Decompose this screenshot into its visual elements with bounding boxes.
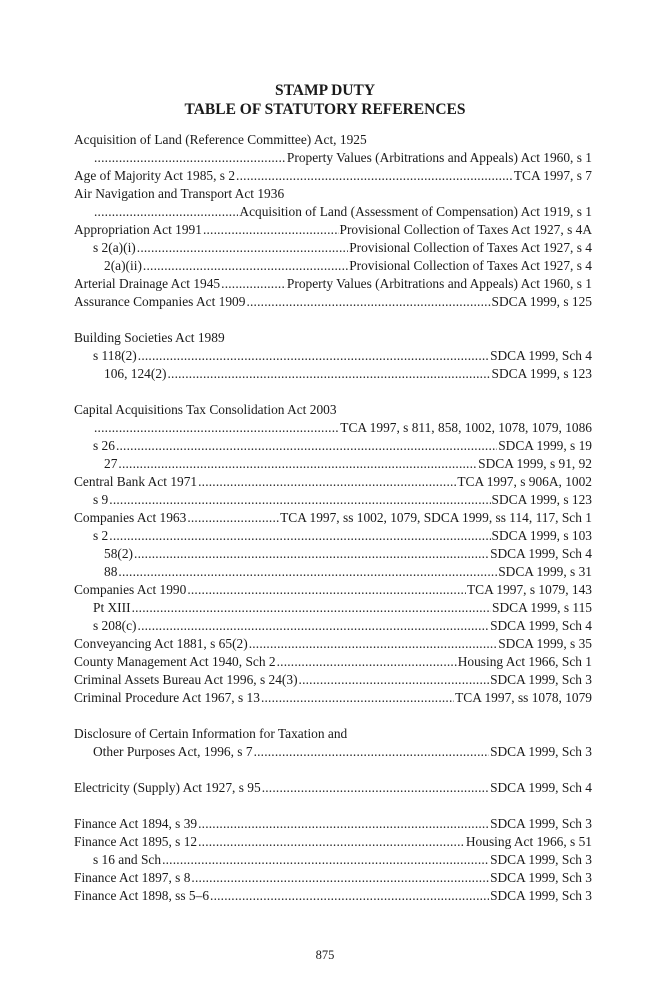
reference-entry bbox=[74, 455, 592, 473]
reference-entry bbox=[74, 815, 592, 833]
entry-reference: SDCA 1999, Sch 4 bbox=[490, 618, 592, 633]
entry-reference: SDCA 1999, s 19 bbox=[498, 438, 592, 453]
entry-statute: 2(a)(ii) bbox=[104, 258, 142, 273]
entry-reference: SDCA 1999, Sch 4 bbox=[490, 348, 592, 363]
entry-statute: s 118(2) bbox=[93, 348, 137, 363]
dot-leader bbox=[299, 671, 490, 689]
entry-reference: SDCA 1999, Sch 3 bbox=[490, 870, 592, 885]
reference-entry bbox=[74, 509, 592, 527]
section-gap bbox=[74, 707, 592, 725]
reference-entry bbox=[74, 563, 592, 581]
entry-statute: Building Societies Act 1989 bbox=[74, 330, 225, 345]
page-number: 875 bbox=[315, 948, 335, 962]
dot-leader bbox=[138, 347, 489, 365]
entry-statute: Disclosure of Certain Information for Taxation and bbox=[74, 726, 348, 741]
entry-statute: Finance Act 1897, s 8 bbox=[74, 870, 191, 885]
entry-reference: Provisional Collection of Taxes Act 1927, s 4 bbox=[349, 240, 592, 255]
dot-leader bbox=[116, 437, 497, 455]
entry-statute: Companies Act 1963 bbox=[74, 510, 187, 525]
dot-leader bbox=[203, 221, 339, 239]
page-subtitle: TABLE OF STATUTORY REFERENCES bbox=[184, 101, 466, 118]
entry-reference: Housing Act 1966, Sch 1 bbox=[457, 654, 592, 669]
section-gap bbox=[74, 797, 592, 815]
reference-entry bbox=[74, 491, 592, 509]
reference-entry bbox=[74, 167, 592, 185]
entry-statute: 106, 124(2) bbox=[104, 366, 167, 381]
entry-reference: SDCA 1999, s 115 bbox=[492, 600, 592, 615]
entry-statute: Finance Act 1895, s 12 bbox=[74, 834, 198, 849]
entry-statute: Acquisition of Land (Reference Committee) Act, 1925 bbox=[74, 132, 367, 147]
dot-leader bbox=[132, 599, 491, 617]
entry-reference: TCA 1997, s 1079, 143 bbox=[467, 582, 592, 597]
reference-entry bbox=[74, 851, 592, 869]
dot-leader bbox=[109, 491, 490, 509]
entry-statute: s 208(c) bbox=[93, 618, 137, 633]
entry-statute: s 9 bbox=[93, 492, 109, 507]
entry-reference: Acquisition of Land (Assessment of Compensation) Act 1919, s 1 bbox=[239, 204, 592, 219]
entry-reference: SDCA 1999, Sch 4 bbox=[490, 546, 592, 561]
dot-leader bbox=[246, 293, 490, 311]
entry-reference: SDCA 1999, Sch 3 bbox=[490, 816, 592, 831]
reference-entry bbox=[74, 185, 592, 203]
entry-statute: Finance Act 1898, ss 5–6 bbox=[74, 888, 210, 903]
entry-statute: Pt XIII bbox=[93, 600, 131, 615]
reference-entry bbox=[74, 581, 592, 599]
entry-reference: SDCA 1999, Sch 3 bbox=[490, 744, 592, 759]
dot-leader bbox=[167, 365, 490, 383]
entry-statute: Criminal Assets Bureau Act 1996, s 24(3) bbox=[74, 672, 298, 687]
dot-leader bbox=[118, 563, 497, 581]
dot-leader bbox=[187, 581, 466, 599]
reference-entry bbox=[74, 653, 592, 671]
entry-reference: TCA 1997, s 7 bbox=[513, 168, 592, 183]
dot-leader bbox=[221, 275, 286, 293]
entry-reference: TCA 1997, s 906A, 1002 bbox=[457, 474, 592, 489]
entry-reference: SDCA 1999, Sch 3 bbox=[490, 852, 592, 867]
reference-entry bbox=[74, 833, 592, 851]
reference-entry bbox=[74, 689, 592, 707]
section-gap bbox=[74, 383, 592, 401]
dot-leader bbox=[187, 509, 279, 527]
reference-entry bbox=[74, 293, 592, 311]
entry-statute: County Management Act 1940, Sch 2 bbox=[74, 654, 276, 669]
entry-reference: SDCA 1999, s 123 bbox=[491, 366, 592, 381]
entry-statute: Conveyancing Act 1881, s 65(2) bbox=[74, 636, 248, 651]
reference-entry bbox=[74, 527, 592, 545]
reference-entry bbox=[74, 779, 592, 797]
reference-entry bbox=[74, 203, 592, 221]
entry-reference: SDCA 1999, s 123 bbox=[491, 492, 592, 507]
reference-entry bbox=[74, 257, 592, 275]
dot-leader bbox=[198, 815, 489, 833]
dot-leader bbox=[134, 545, 489, 563]
reference-entry bbox=[74, 365, 592, 383]
reference-entry bbox=[74, 149, 592, 167]
entry-reference: SDCA 1999, Sch 3 bbox=[490, 888, 592, 903]
entry-statute: s 16 and Sch bbox=[93, 852, 162, 867]
reference-entry bbox=[74, 221, 592, 239]
entry-statute: Other Purposes Act, 1996, s 7 bbox=[93, 744, 253, 759]
entry-statute: s 26 bbox=[93, 438, 115, 453]
entry-reference: TCA 1997, s 811, 858, 1002, 1078, 1079, 1086 bbox=[340, 420, 592, 435]
entry-reference: SDCA 1999, s 91, 92 bbox=[478, 456, 592, 471]
entry-reference: SDCA 1999, s 103 bbox=[491, 528, 592, 543]
entry-statute: 88 bbox=[104, 564, 118, 579]
dot-leader bbox=[137, 239, 348, 257]
dot-leader bbox=[210, 887, 489, 905]
dot-leader bbox=[118, 455, 477, 473]
entry-statute: Arterial Drainage Act 1945 bbox=[74, 276, 221, 291]
entry-statute: Electricity (Supply) Act 1927, s 95 bbox=[74, 780, 261, 795]
entry-reference: SDCA 1999, Sch 3 bbox=[490, 672, 592, 687]
reference-entry bbox=[74, 131, 592, 149]
reference-entry bbox=[74, 635, 592, 653]
entry-statute: s 2(a)(i) bbox=[93, 240, 136, 255]
entry-reference: SDCA 1999, s 31 bbox=[498, 564, 592, 579]
section-gap bbox=[74, 761, 592, 779]
reference-entry bbox=[74, 329, 592, 347]
entry-statute: Capital Acquisitions Tax Consolidation Act 2003 bbox=[74, 402, 337, 417]
entry-reference: SDCA 1999, s 35 bbox=[498, 636, 592, 651]
reference-list bbox=[74, 131, 592, 905]
dot-leader bbox=[109, 527, 490, 545]
entry-reference: Property Values (Arbitrations and Appeals) Act 1960, s 1 bbox=[286, 150, 592, 165]
entry-reference: SDCA 1999, Sch 4 bbox=[490, 780, 592, 795]
reference-entry bbox=[74, 869, 592, 887]
section-gap bbox=[74, 311, 592, 329]
dot-leader bbox=[261, 689, 454, 707]
entry-statute: Companies Act 1990 bbox=[74, 582, 187, 597]
reference-entry bbox=[74, 671, 592, 689]
dot-leader bbox=[94, 203, 238, 221]
entry-statute: Appropriation Act 1991 bbox=[74, 222, 202, 237]
reference-entry bbox=[74, 887, 592, 905]
entry-statute: Assurance Companies Act 1909 bbox=[74, 294, 246, 309]
dot-leader bbox=[262, 779, 489, 797]
reference-entry bbox=[74, 617, 592, 635]
dot-leader bbox=[191, 869, 489, 887]
reference-entry bbox=[74, 725, 592, 743]
reference-entry bbox=[74, 545, 592, 563]
entry-reference: TCA 1997, ss 1078, 1079 bbox=[455, 690, 592, 705]
page-title: STAMP DUTY bbox=[274, 82, 376, 99]
entry-statute: Central Bank Act 1971 bbox=[74, 474, 198, 489]
reference-entry bbox=[74, 239, 592, 257]
entry-statute: Finance Act 1894, s 39 bbox=[74, 816, 198, 831]
dot-leader bbox=[138, 617, 490, 635]
reference-entry bbox=[74, 419, 592, 437]
dot-leader bbox=[198, 473, 456, 491]
reference-entry bbox=[74, 473, 592, 491]
entry-statute: 27 bbox=[104, 456, 118, 471]
entry-reference: Housing Act 1966, s 51 bbox=[465, 834, 592, 849]
dot-leader bbox=[277, 653, 457, 671]
reference-entry bbox=[74, 599, 592, 617]
reference-entry bbox=[74, 437, 592, 455]
reference-entry bbox=[74, 401, 592, 419]
dot-leader bbox=[254, 743, 490, 761]
dot-leader bbox=[94, 419, 339, 437]
entry-reference: TCA 1997, ss 1002, 1079, SDCA 1999, ss 114, 117, Sch 1 bbox=[280, 510, 592, 525]
dot-leader bbox=[198, 833, 465, 851]
entry-reference: SDCA 1999, s 125 bbox=[491, 294, 592, 309]
entry-statute: Air Navigation and Transport Act 1936 bbox=[74, 186, 285, 201]
entry-statute: Criminal Procedure Act 1967, s 13 bbox=[74, 690, 260, 705]
dot-leader bbox=[236, 167, 513, 185]
dot-leader bbox=[94, 149, 286, 167]
dot-leader bbox=[249, 635, 498, 653]
reference-entry bbox=[74, 347, 592, 365]
entry-reference: Property Values (Arbitrations and Appeals) Act 1960, s 1 bbox=[286, 276, 592, 291]
entry-statute: s 2 bbox=[93, 528, 109, 543]
entry-statute: 58(2) bbox=[104, 546, 134, 561]
entry-statute: Age of Majority Act 1985, s 2 bbox=[74, 168, 236, 183]
entry-reference: Provisional Collection of Taxes Act 1927, s 4A bbox=[339, 222, 592, 237]
dot-leader bbox=[143, 257, 348, 275]
reference-entry bbox=[74, 743, 592, 761]
reference-entry bbox=[74, 275, 592, 293]
entry-reference: Provisional Collection of Taxes Act 1927, s 4 bbox=[349, 258, 592, 273]
dot-leader bbox=[162, 851, 489, 869]
